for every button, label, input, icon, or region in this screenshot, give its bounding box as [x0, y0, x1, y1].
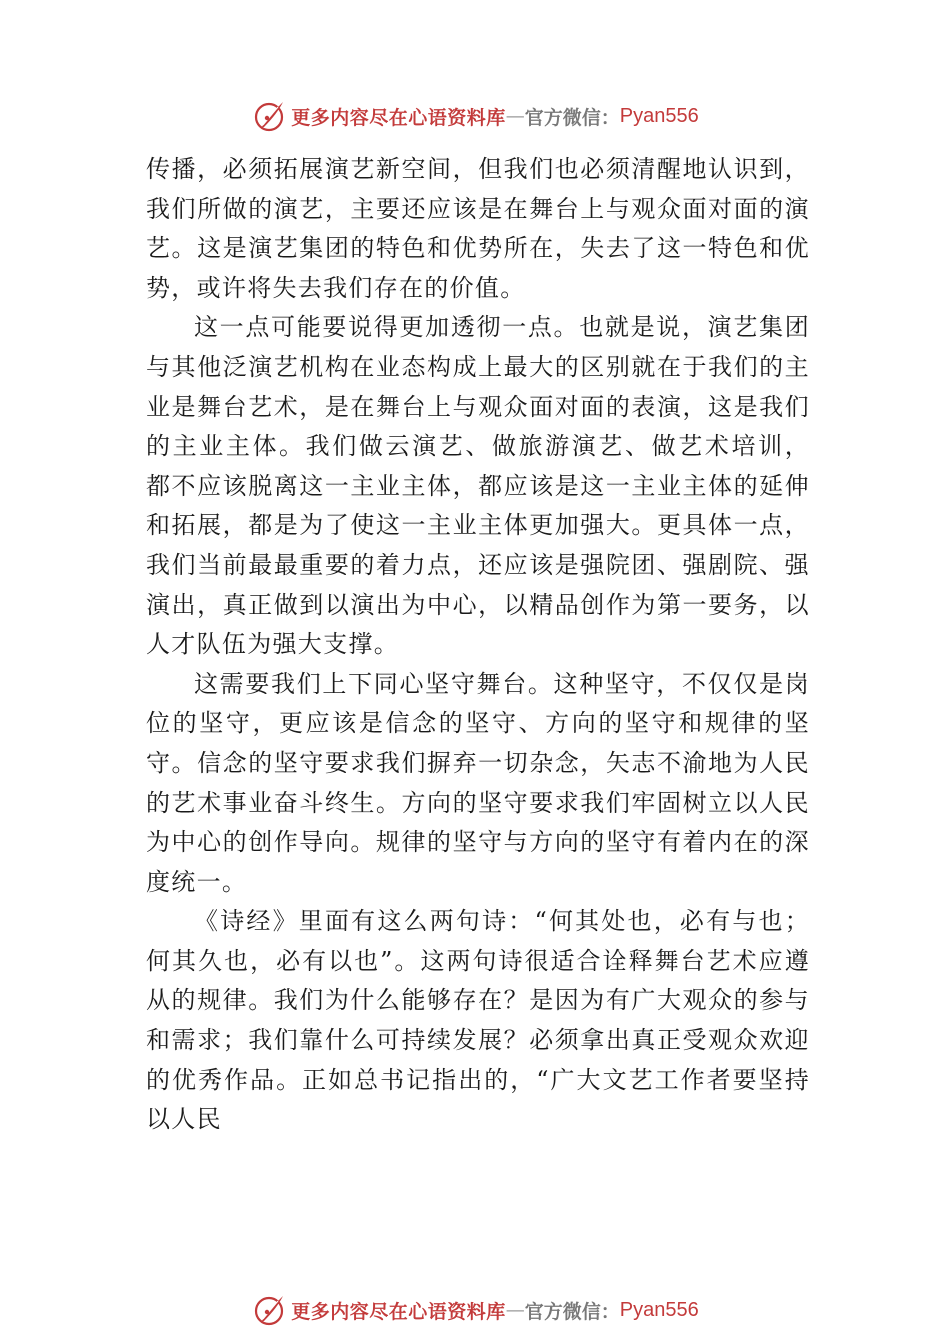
banner-wechat-id: Pyan556: [619, 1298, 699, 1321]
banner-wechat-label: 官方微信：: [524, 106, 620, 129]
banner-dash: —: [505, 1299, 525, 1321]
paragraph-4: 《诗经》里面有这么两句诗：“何其处也，必有与也；何其久也，必有以也”。这两句诗很适合诠释舞台艺术应遵从的规律。我们为什么能够存在？是因为有广大观众的参与和需求；我们靠什么可持续发展？必须拿出真正受观众欢迎的优秀作品。正如总书记指出的，“广大文艺工作者要坚持以人民: [146, 907, 810, 1134]
quill-logo-icon: [251, 98, 287, 134]
banner-wechat-label: 官方微信：: [524, 1300, 620, 1323]
paragraph-2: 这一点可能要说得更加透彻一点。也就是说，演艺集团与其他泛演艺机构在业态构成上最大的区别就在于我们的主业是舞台艺术，是在舞台上与观众面对面的表演，这是我们的主业主体。我们做云演艺、做旅游演艺、做艺术培训， 都不应该脱离这一主业主体，都应该是这一主业主体的延伸和拓展，都是为了使这一主业主体更加强大。更具体一点， 我们当前最最重要的着力点，还应该是强院团、强剧院、强演出，真正做到以演出为中心，以精品创作为第一要务，以人才队伍为强大支撑。: [146, 313, 810, 659]
footer-banner: [0, 1290, 950, 1330]
banner-wechat-id: Pyan556: [619, 104, 699, 127]
banner-main-text: 更多内容尽在心语资料库: [291, 106, 506, 129]
banner-main-text: 更多内容尽在心语资料库: [291, 1300, 506, 1323]
paragraph-3: 这需要我们上下同心坚守舞台。这种坚守，不仅仅是岗位的坚守，更应该是信念的坚守、方向的坚守和规律的坚守。信念的坚守要求我们摒弃一切杂念，矢志不渝地为人民的艺术事业奋斗终生。方向的坚守要求我们牢固树立以人民为中心的创作导向。规律的坚守与方向的坚守有着内在的深度统一。: [146, 669, 810, 896]
banner-dash: —: [505, 105, 525, 127]
header-banner: [0, 96, 950, 136]
document-body: [146, 150, 810, 1140]
paragraph-1: 传播，必须拓展演艺新空间，但我们也必须清醒地认识到， 我们所做的演艺，主要还应该是在舞台上与观众面对面的演艺。这是演艺集团的特色和优势所在，失去了这一特色和优势，或许将失去我们存在的价值。: [146, 155, 810, 302]
quill-logo-icon: [251, 1292, 287, 1328]
